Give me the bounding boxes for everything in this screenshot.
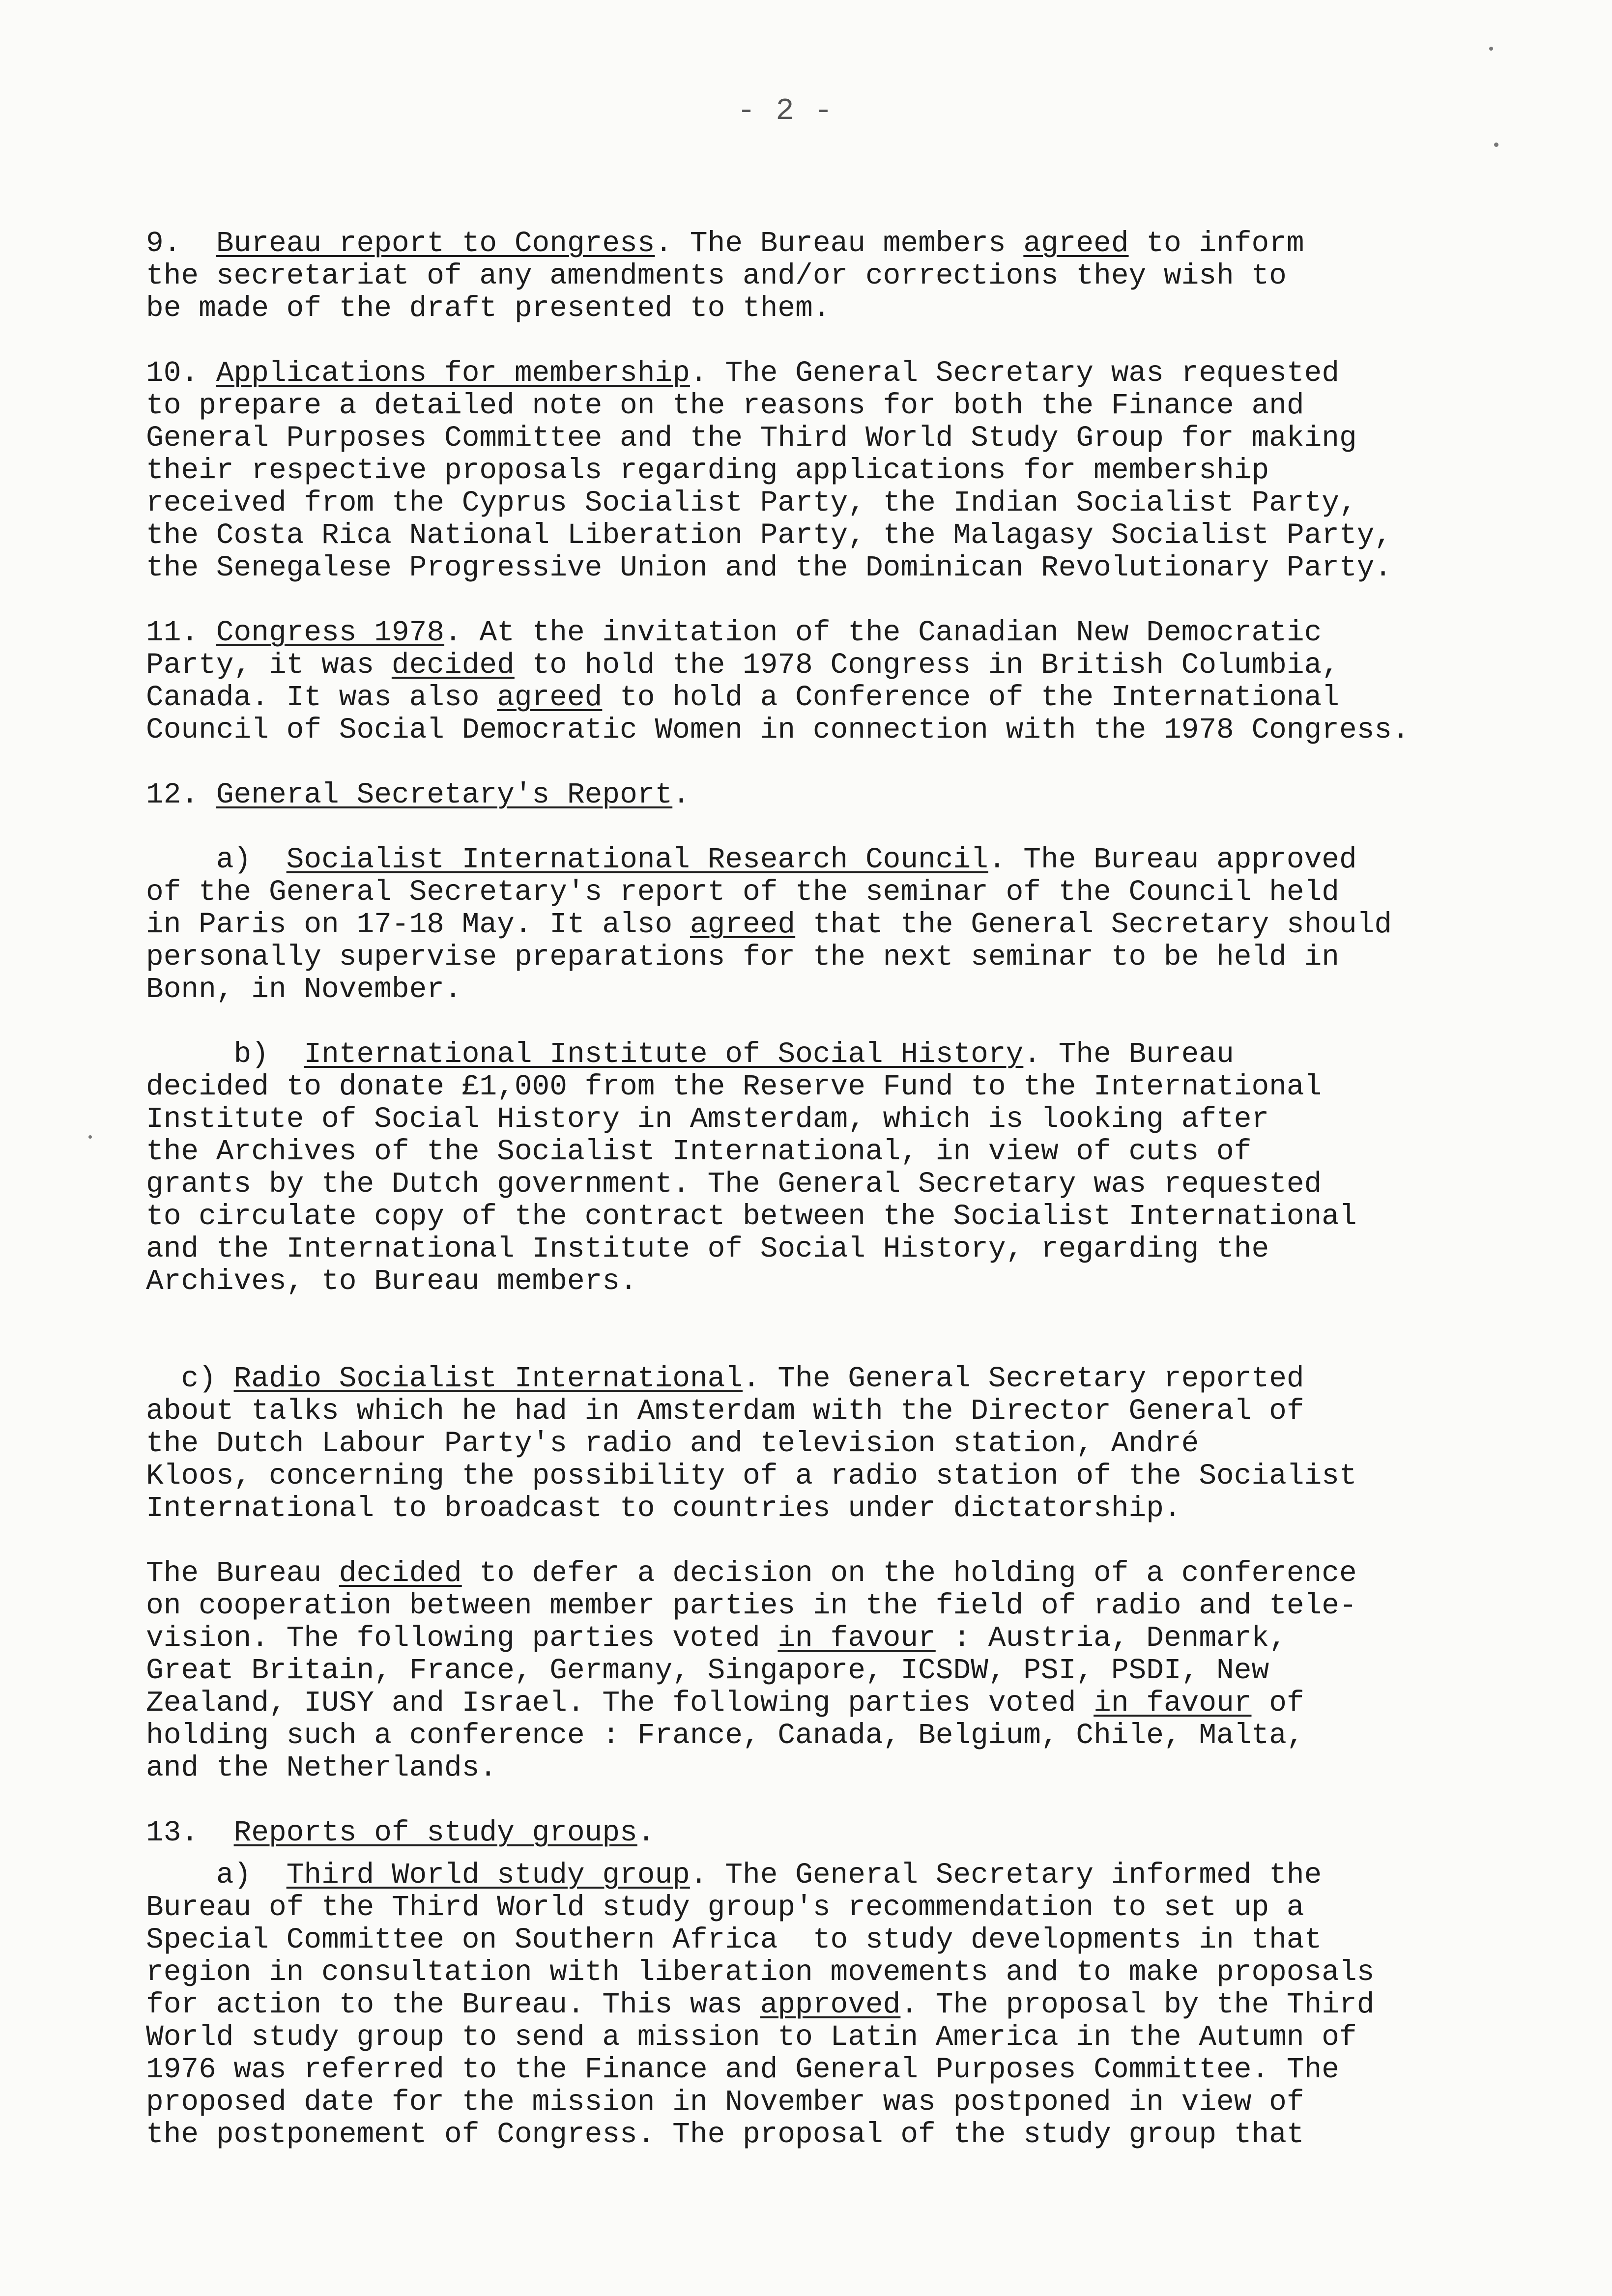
item-13-number: 13.: [146, 1816, 199, 1849]
page-number: - 2 -: [737, 93, 834, 128]
item-13: 13. Reports of study groups.: [146, 1816, 655, 1849]
keyword-approved: approved: [760, 1988, 901, 2021]
item-11-number: 11.: [146, 616, 199, 649]
scan-speck: [1494, 143, 1498, 147]
item-12c-label: c): [146, 1362, 234, 1395]
keyword-agreed: agreed: [1023, 227, 1129, 260]
item-13a: a) Third World study group. The General Secretary informed the Bureau of the Third World study group's recommendation to set up a Special Committee on Southern Africa to study developments in that region in consultation with liberation movements and to make proposals for action to the Bureau. This was approved. The proposal by the Third World study group to send a mission to Latin America in the Autumn of 1976 was referred to the Finance and General Purposes Committee. The proposed date for the mission in November was postponed in view of the postponement of Congress. The proposal of the study group that: [146, 1858, 1375, 2151]
keyword-decided: decided: [391, 648, 515, 682]
item-12: 12. General Secretary's Report.: [146, 778, 690, 811]
keyword-in-favour: in favour: [1094, 1686, 1252, 1720]
item-12b-label: b): [146, 1037, 304, 1071]
item-10: 10. Applications for membership. The General Secretary was requested to prepare a detailed note on the reasons for both the Finance and General Purposes Committee and the Third World Study Group for making their respective proposals regarding applications for membership received from the Cyprus Socialist Party, the Indian Socialist Party, the Costa Rica National Liberation Party, the Malagasy Socialist Party, the Senegalese Progressive Union and the Dominican Revolutionary Party.: [146, 356, 1392, 584]
document-body: [146, 227, 1571, 2151]
keyword-agreed: agreed: [497, 681, 603, 714]
item-9: 9. Bureau report to Congress. The Bureau members agreed to inform the secretariat of any amendments and/or corrections they wish to be made of the draft presented to them.: [146, 227, 1304, 325]
item-11: 11. Congress 1978. At the invitation of the Canadian New Democratic Party, it was decided to hold the 1978 Congress in British Columbia, Canada. It was also agreed to hold a Conference of the International Council of Social Democratic Women in connection with the 1978 Congress.: [146, 616, 1410, 746]
item-9-heading: Bureau report to Congress: [216, 227, 655, 260]
scan-speck: [88, 1135, 92, 1139]
keyword-in-favour: in favour: [777, 1621, 936, 1655]
item-13a-label: a): [146, 1858, 287, 1892]
item-11-heading: Congress 1978: [216, 616, 445, 649]
item-12c-continued: The Bureau decided to defer a decision on the holding of a conference on cooperation between member parties in the field of radio and tele- vision. The following parties voted in favour : Austria, Denmark, Great Britain, France, Germany, Singapore, ICSDW, PSI, PSDI, New Zealand, IUSY and Israel. The following parties voted in favour of holding such a conference : France, Canada, Belgium, Chile, Malta, and the Netherlands.: [146, 1556, 1357, 1784]
item-12-number: 12.: [146, 778, 199, 811]
item-12a-label: a): [146, 843, 287, 876]
item-13-heading: Reports of study groups: [233, 1816, 637, 1849]
item-10-heading: Applications for membership: [216, 356, 690, 390]
item-12a-heading: Socialist International Research Council: [286, 843, 988, 876]
scan-speck: [1489, 47, 1493, 51]
item-12-heading: General Secretary's Report: [216, 778, 673, 811]
keyword-decided: decided: [339, 1556, 462, 1590]
item-12a: a) Socialist International Research Council. The Bureau approved of the General Secretary's report of the seminar of the Council held in Paris on 17-18 May. It also agreed that the General Secretary should personally supervise preparations for the next seminar to be held in Bonn, in November.: [146, 843, 1392, 1006]
item-12b: b) International Institute of Social History. The Bureau decided to donate £1,000 from the Reserve Fund to the International Institute of Social History in Amsterdam, which is looking after the Archives of the Socialist International, in view of cuts of grants by the Dutch government. The General Secretary was requested to circulate copy of the contract between the Socialist International and the International Institute of Social History, regarding the Archives, to Bureau members.: [146, 1037, 1357, 1298]
item-10-number: 10.: [146, 356, 199, 390]
item-12b-heading: International Institute of Social History: [304, 1037, 1024, 1071]
item-9-number: 9.: [146, 227, 181, 260]
item-12c: c) Radio Socialist International. The General Secretary reported about talks which he had in Amsterdam with the Director General of the Dutch Labour Party's radio and television station, André Kloos, concerning the possibility of a radio station of the Socialist International to broadcast to countries under dictatorship.: [146, 1362, 1357, 1525]
item-13a-heading: Third World study group: [286, 1858, 690, 1892]
item-12c-heading: Radio Socialist International: [233, 1362, 743, 1395]
keyword-agreed: agreed: [690, 908, 796, 941]
